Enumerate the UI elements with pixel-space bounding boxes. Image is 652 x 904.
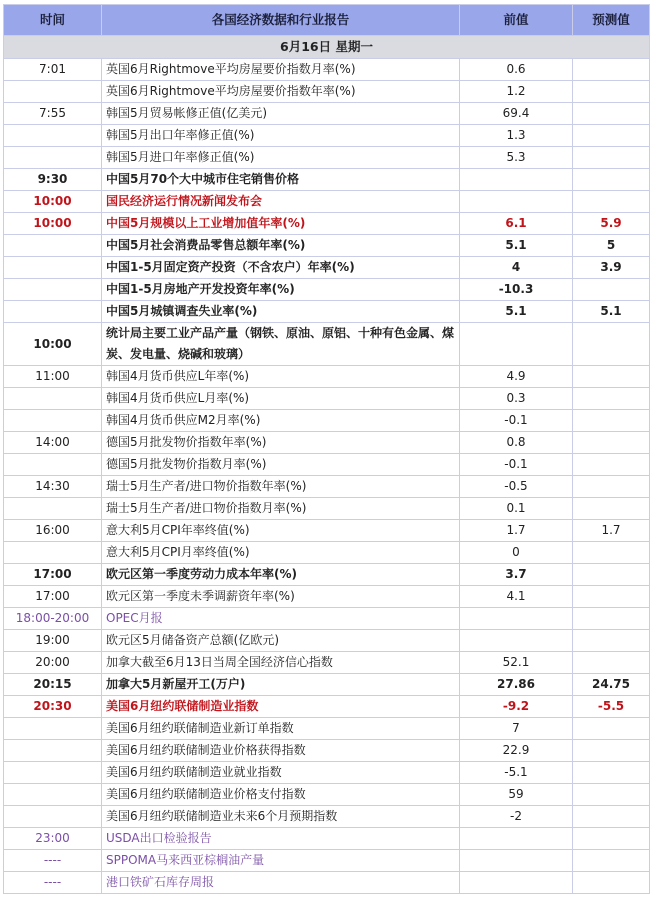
date-row bbox=[4, 36, 650, 59]
table-body bbox=[4, 36, 650, 894]
row-time: 7:55 bbox=[4, 103, 102, 125]
row-time bbox=[4, 125, 102, 147]
row-forecast bbox=[573, 806, 650, 828]
row-time: ---- bbox=[4, 872, 102, 894]
row-item: 韩国5月贸易帐修正值(亿美元) bbox=[102, 103, 460, 125]
row-forecast bbox=[573, 762, 650, 784]
row-forecast bbox=[573, 850, 650, 872]
row-time: 10:00 bbox=[4, 191, 102, 213]
row-time: 14:30 bbox=[4, 476, 102, 498]
row-prev: -9.2 bbox=[460, 696, 573, 718]
row-prev: 0.3 bbox=[460, 388, 573, 410]
row-time: 20:15 bbox=[4, 674, 102, 696]
table-row bbox=[4, 498, 650, 520]
row-forecast: 5.9 bbox=[573, 213, 650, 235]
row-prev bbox=[460, 191, 573, 213]
row-prev: 0.1 bbox=[460, 498, 573, 520]
row-time bbox=[4, 454, 102, 476]
row-forecast bbox=[573, 103, 650, 125]
row-prev: 0.8 bbox=[460, 432, 573, 454]
row-time bbox=[4, 279, 102, 301]
row-prev bbox=[460, 850, 573, 872]
header-item: 各国经济数据和行业报告 bbox=[102, 5, 460, 36]
row-forecast: 3.9 bbox=[573, 257, 650, 279]
row-prev bbox=[460, 608, 573, 630]
row-time: 17:00 bbox=[4, 586, 102, 608]
row-prev: 69.4 bbox=[460, 103, 573, 125]
row-time bbox=[4, 740, 102, 762]
table-header bbox=[4, 5, 650, 36]
row-prev: 22.9 bbox=[460, 740, 573, 762]
table-row bbox=[4, 410, 650, 432]
row-item: 美国6月纽约联储制造业指数 bbox=[102, 696, 460, 718]
row-prev: -10.3 bbox=[460, 279, 573, 301]
row-item: SPPOMA马来西亚棕榈油产量 bbox=[102, 850, 460, 872]
row-prev: -2 bbox=[460, 806, 573, 828]
row-prev: 5.1 bbox=[460, 301, 573, 323]
table-row bbox=[4, 586, 650, 608]
table-row bbox=[4, 103, 650, 125]
table-row bbox=[4, 520, 650, 542]
row-forecast bbox=[573, 542, 650, 564]
row-prev: -0.5 bbox=[460, 476, 573, 498]
row-forecast: 5 bbox=[573, 235, 650, 257]
table-row bbox=[4, 388, 650, 410]
row-time bbox=[4, 301, 102, 323]
row-time bbox=[4, 388, 102, 410]
table-row bbox=[4, 257, 650, 279]
row-time bbox=[4, 542, 102, 564]
row-item: 韩国5月出口年率修正值(%) bbox=[102, 125, 460, 147]
row-prev: 59 bbox=[460, 784, 573, 806]
table-row bbox=[4, 872, 650, 894]
header-prev: 前值 bbox=[460, 5, 573, 36]
row-item: 德国5月批发物价指数年率(%) bbox=[102, 432, 460, 454]
row-forecast: 1.7 bbox=[573, 520, 650, 542]
row-forecast bbox=[573, 125, 650, 147]
row-item: 统计局主要工业产品产量（钢铁、原油、原铝、十种有色金属、煤炭、发电量、烧碱和玻璃） bbox=[102, 323, 460, 366]
table-row bbox=[4, 762, 650, 784]
row-forecast bbox=[573, 410, 650, 432]
row-time: 17:00 bbox=[4, 564, 102, 586]
row-forecast bbox=[573, 454, 650, 476]
row-forecast bbox=[573, 498, 650, 520]
row-prev bbox=[460, 169, 573, 191]
row-forecast bbox=[573, 476, 650, 498]
row-forecast: -5.5 bbox=[573, 696, 650, 718]
table-row bbox=[4, 279, 650, 301]
row-item: 意大利5月CPI年率终值(%) bbox=[102, 520, 460, 542]
row-time: 23:00 bbox=[4, 828, 102, 850]
header-forecast: 预测值 bbox=[573, 5, 650, 36]
row-prev: 5.3 bbox=[460, 147, 573, 169]
row-prev: 1.2 bbox=[460, 81, 573, 103]
row-item: 瑞士5月生产者/进口物价指数月率(%) bbox=[102, 498, 460, 520]
row-forecast bbox=[573, 784, 650, 806]
row-item: 欧元区5月储备资产总额(亿欧元) bbox=[102, 630, 460, 652]
header-time: 时间 bbox=[4, 5, 102, 36]
row-prev bbox=[460, 872, 573, 894]
row-item: 美国6月纽约联储制造业未来6个月预期指数 bbox=[102, 806, 460, 828]
row-item: 英国6月Rightmove平均房屋要价指数月率(%) bbox=[102, 59, 460, 81]
table-row bbox=[4, 366, 650, 388]
table-row bbox=[4, 476, 650, 498]
row-forecast bbox=[573, 564, 650, 586]
row-item: 加拿大截至6月13日当周全国经济信心指数 bbox=[102, 652, 460, 674]
row-forecast bbox=[573, 169, 650, 191]
row-item: 瑞士5月生产者/进口物价指数年率(%) bbox=[102, 476, 460, 498]
row-item: 韩国4月货币供应L月率(%) bbox=[102, 388, 460, 410]
row-item: USDA出口检验报告 bbox=[102, 828, 460, 850]
row-prev: -0.1 bbox=[460, 454, 573, 476]
row-item: 中国5月城镇调查失业率(%) bbox=[102, 301, 460, 323]
row-time: 20:00 bbox=[4, 652, 102, 674]
table-row bbox=[4, 674, 650, 696]
row-prev: -5.1 bbox=[460, 762, 573, 784]
row-time: 16:00 bbox=[4, 520, 102, 542]
row-forecast bbox=[573, 740, 650, 762]
table-row bbox=[4, 696, 650, 718]
table-row bbox=[4, 454, 650, 476]
table-row bbox=[4, 608, 650, 630]
row-forecast bbox=[573, 147, 650, 169]
table-row bbox=[4, 806, 650, 828]
row-prev: 1.3 bbox=[460, 125, 573, 147]
row-item: 欧元区第一季度劳动力成本年率(%) bbox=[102, 564, 460, 586]
table-row bbox=[4, 213, 650, 235]
row-forecast bbox=[573, 828, 650, 850]
row-time: 11:00 bbox=[4, 366, 102, 388]
row-prev: 3.7 bbox=[460, 564, 573, 586]
table-row bbox=[4, 784, 650, 806]
row-forecast bbox=[573, 608, 650, 630]
row-prev: 0 bbox=[460, 542, 573, 564]
row-prev: 7 bbox=[460, 718, 573, 740]
row-forecast bbox=[573, 279, 650, 301]
table-row bbox=[4, 432, 650, 454]
row-time bbox=[4, 784, 102, 806]
row-time: 14:00 bbox=[4, 432, 102, 454]
row-item: 国民经济运行情况新闻发布会 bbox=[102, 191, 460, 213]
row-item: 加拿大5月新屋开工(万户) bbox=[102, 674, 460, 696]
row-prev bbox=[460, 630, 573, 652]
row-item: 中国5月社会消费品零售总额年率(%) bbox=[102, 235, 460, 257]
row-forecast bbox=[573, 59, 650, 81]
table-row bbox=[4, 301, 650, 323]
row-forecast bbox=[573, 630, 650, 652]
table-row bbox=[4, 191, 650, 213]
row-time bbox=[4, 147, 102, 169]
row-forecast bbox=[573, 323, 650, 366]
table-row bbox=[4, 850, 650, 872]
row-prev: 4 bbox=[460, 257, 573, 279]
row-prev: 1.7 bbox=[460, 520, 573, 542]
row-forecast bbox=[573, 586, 650, 608]
row-time: 9:30 bbox=[4, 169, 102, 191]
row-prev: 5.1 bbox=[460, 235, 573, 257]
table-row bbox=[4, 630, 650, 652]
row-time: 20:30 bbox=[4, 696, 102, 718]
row-time bbox=[4, 762, 102, 784]
row-time bbox=[4, 257, 102, 279]
row-time bbox=[4, 410, 102, 432]
row-time: 10:00 bbox=[4, 323, 102, 366]
row-item: 美国6月纽约联储制造业价格获得指数 bbox=[102, 740, 460, 762]
table-row bbox=[4, 652, 650, 674]
row-forecast: 24.75 bbox=[573, 674, 650, 696]
table-row bbox=[4, 718, 650, 740]
table-row bbox=[4, 59, 650, 81]
row-time bbox=[4, 235, 102, 257]
row-prev: 4.1 bbox=[460, 586, 573, 608]
row-prev bbox=[460, 323, 573, 366]
row-item: OPEC月报 bbox=[102, 608, 460, 630]
row-item: 港口铁矿石库存周报 bbox=[102, 872, 460, 894]
row-item: 美国6月纽约联储制造业新订单指数 bbox=[102, 718, 460, 740]
row-prev: 27.86 bbox=[460, 674, 573, 696]
row-time bbox=[4, 718, 102, 740]
row-time: 18:00-20:00 bbox=[4, 608, 102, 630]
row-forecast bbox=[573, 81, 650, 103]
row-prev: -0.1 bbox=[460, 410, 573, 432]
row-forecast bbox=[573, 388, 650, 410]
row-prev: 4.9 bbox=[460, 366, 573, 388]
table-row bbox=[4, 81, 650, 103]
row-item: 英国6月Rightmove平均房屋要价指数年率(%) bbox=[102, 81, 460, 103]
row-item: 中国1-5月固定资产投资（不含农户）年率(%) bbox=[102, 257, 460, 279]
table-row bbox=[4, 740, 650, 762]
table-row bbox=[4, 323, 650, 366]
table-row bbox=[4, 125, 650, 147]
table-row bbox=[4, 542, 650, 564]
row-item: 欧元区第一季度未季调薪资年率(%) bbox=[102, 586, 460, 608]
row-time bbox=[4, 81, 102, 103]
row-forecast bbox=[573, 652, 650, 674]
table-row bbox=[4, 169, 650, 191]
row-item: 中国5月规模以上工业增加值年率(%) bbox=[102, 213, 460, 235]
row-forecast: 5.1 bbox=[573, 301, 650, 323]
row-item: 中国5月70个大中城市住宅销售价格 bbox=[102, 169, 460, 191]
row-time: 19:00 bbox=[4, 630, 102, 652]
row-time: 7:01 bbox=[4, 59, 102, 81]
row-prev: 0.6 bbox=[460, 59, 573, 81]
row-forecast bbox=[573, 432, 650, 454]
row-prev bbox=[460, 828, 573, 850]
row-forecast bbox=[573, 191, 650, 213]
row-forecast bbox=[573, 718, 650, 740]
row-item: 意大利5月CPI月率终值(%) bbox=[102, 542, 460, 564]
row-item: 美国6月纽约联储制造业就业指数 bbox=[102, 762, 460, 784]
row-item: 美国6月纽约联储制造业价格支付指数 bbox=[102, 784, 460, 806]
row-time: ---- bbox=[4, 850, 102, 872]
table-row bbox=[4, 564, 650, 586]
row-prev: 6.1 bbox=[460, 213, 573, 235]
row-item: 韩国4月货币供应M2月率(%) bbox=[102, 410, 460, 432]
row-time: 10:00 bbox=[4, 213, 102, 235]
table-row bbox=[4, 235, 650, 257]
row-item: 韩国4月货币供应L年率(%) bbox=[102, 366, 460, 388]
row-time bbox=[4, 498, 102, 520]
row-forecast bbox=[573, 366, 650, 388]
row-forecast bbox=[573, 872, 650, 894]
row-item: 中国1-5月房地产开发投资年率(%) bbox=[102, 279, 460, 301]
row-time bbox=[4, 806, 102, 828]
table-row bbox=[4, 828, 650, 850]
economic-calendar-table bbox=[3, 4, 650, 894]
row-item: 德国5月批发物价指数月率(%) bbox=[102, 454, 460, 476]
row-item: 韩国5月进口年率修正值(%) bbox=[102, 147, 460, 169]
table-row bbox=[4, 147, 650, 169]
row-prev: 52.1 bbox=[460, 652, 573, 674]
date-label: 6月16日 星期一 bbox=[4, 36, 650, 59]
